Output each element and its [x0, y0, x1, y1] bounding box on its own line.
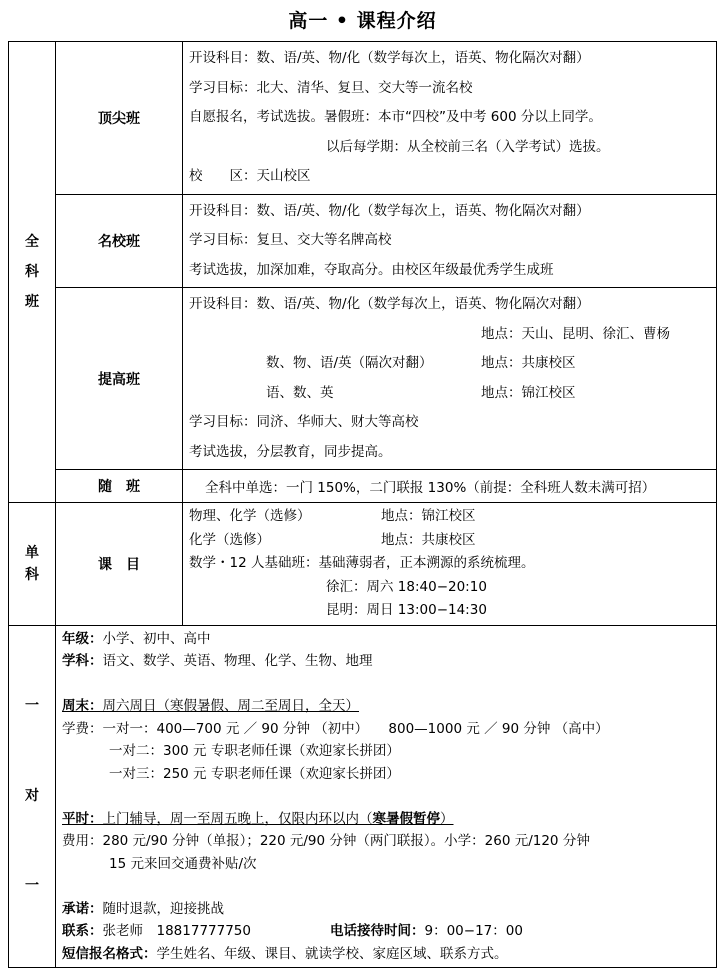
danke-content — [183, 503, 717, 626]
yiduiyi-label-text: 一 对 一 — [25, 698, 39, 894]
tigao-subjects: 开设科目：数、语/英、物/化（数学每次上，语英、物化隔次对翻） — [189, 296, 590, 312]
sms-val: 学生姓名、年级、课目、就读学校、家庭区域、联系方式。 — [156, 945, 508, 962]
mingxiao-line: 考试选拔，加深加难，夺取高分。由校区年级最优秀学生成班 — [189, 261, 554, 278]
tigao-row3 — [189, 379, 710, 409]
subject-line — [62, 650, 710, 673]
dingjian-line: 开设科目：数、语/英、物/化（数学每次上，语英、物化隔次对翻） — [189, 50, 590, 66]
tigao-method: 考试选拔，分层教育，同步提高。 — [189, 443, 392, 460]
hours-key: 电话接待时间： — [330, 923, 425, 939]
danke-l1a: 物理、化学（选修） — [189, 508, 311, 524]
contact-key: 联系： — [62, 923, 103, 939]
hours-val: 9：00−17：00 — [424, 923, 523, 939]
tigao-subj2: 数、物、语/英（隔次对翻） — [266, 355, 433, 371]
spacer — [62, 875, 710, 898]
page-title: 高一 • 课程介绍 — [288, 10, 437, 32]
dingjian-line: 校 区：天山校区 — [189, 168, 311, 184]
danke-l1b: 地点：锦江校区 — [381, 508, 476, 524]
tigao-loc3: 地点：锦江校区 — [481, 384, 576, 401]
grade-line — [62, 628, 710, 651]
quanke-label-text: 全 科 班 — [25, 234, 39, 310]
danke-subject-header: 课 目 — [56, 503, 183, 626]
danke-l4: 徐汇：周六 18:40−20:10 — [326, 578, 487, 595]
weekday-bold: 寒暑假暂停 — [372, 810, 440, 827]
tigao-loc1: 地点：天山、昆明、徐汇、曹杨 — [481, 325, 670, 342]
weekday-val: 上门辅导，周一至周五晚上，仅限内环以内（ — [102, 810, 373, 827]
grade-key: 年级： — [62, 630, 103, 647]
class-name-dingjian: 顶尖班 — [56, 42, 183, 195]
fee-line-4: 费用：280 元/90 分钟（单报）；220 元/90 分钟（两门联报）。小学：260 元/120 分钟 — [62, 833, 590, 849]
yiduiyi-content — [56, 625, 717, 968]
tigao-goal: 学习目标：同济、华师大、财大等高校 — [189, 414, 419, 430]
tigao-loc2: 地点：共康校区 — [481, 355, 576, 371]
contact-val: 张老师 18817777750 — [102, 923, 251, 939]
tigao-subj3: 语、数、英 — [266, 384, 334, 401]
class-name-tigao: 提高班 — [56, 288, 183, 470]
mingxiao-content — [183, 194, 717, 288]
weekend-val: 周六周日（寒假暑假、周二至周日，全天） — [102, 698, 359, 714]
yiduiyi-label — [9, 625, 56, 968]
dingjian-line: 自愿报名，考试选拔。暑假班：本市“四校”及中考 600 分以上同学。 — [189, 109, 602, 125]
class-name-suiban: 随 班 — [56, 470, 183, 503]
promise-val: 随时退款，迎接挑战 — [102, 900, 224, 917]
danke-row2 — [189, 529, 710, 553]
class-name-mingxiao: 名校班 — [56, 194, 183, 288]
fee-line-2: 一对二：300 元 专职老师任课（欢迎家长拼团） — [109, 743, 400, 759]
danke-l2b: 地点：共康校区 — [381, 531, 476, 548]
danke-l3: 数学・12 人基础班：基础薄弱者，正本溯源的系统梳理。 — [189, 555, 535, 571]
contact-line — [62, 920, 710, 943]
mingxiao-line: 学习目标：复旦、交大等名牌高校 — [189, 232, 392, 248]
grade-val: 小学、初中、高中 — [102, 630, 211, 647]
weekday-key: 平时： — [62, 810, 103, 827]
mingxiao-line: 开设科目：数、语/英、物/化（数学每次上，语英、物化隔次对翻） — [189, 202, 590, 219]
danke-l5: 昆明：周日 13:00−14:30 — [326, 602, 487, 618]
danke-row1 — [189, 505, 710, 529]
sms-key: 短信报名格式： — [62, 945, 157, 962]
tigao-content — [183, 288, 717, 470]
danke-label — [9, 503, 56, 626]
spacer — [62, 673, 710, 696]
danke-label-text: 单 科 — [25, 544, 39, 583]
promise-key: 承诺： — [62, 900, 103, 917]
weekday-end: ） — [440, 810, 454, 827]
dingjian-line: 以后每学期：从全校前三名（入学考试）选拔。 — [326, 138, 610, 155]
table-row — [9, 470, 717, 503]
dingjian-content — [183, 42, 717, 195]
table-row — [9, 288, 717, 470]
course-table — [8, 41, 717, 968]
fee-line-5: 15 元来回交通费补贴/次 — [109, 855, 257, 872]
table-row — [9, 42, 717, 195]
fee-line-3: 一对三：250 元 专职老师任课（欢迎家长拼团） — [109, 765, 400, 782]
weekday-line — [62, 808, 710, 831]
spacer — [62, 785, 710, 808]
table-row — [9, 503, 717, 626]
dingjian-line: 学习目标：北大、清华、复旦、交大等一流名校 — [189, 79, 473, 96]
weekend-line — [62, 695, 710, 718]
weekend-key: 周末： — [62, 698, 103, 714]
table-row — [9, 194, 717, 288]
table-row — [9, 625, 717, 968]
subject-key: 学科： — [62, 653, 103, 669]
subject-val: 语文、数学、英语、物理、化学、生物、地理 — [102, 653, 373, 669]
promise-line — [62, 898, 710, 921]
fee-line-1: 学费：一对一：400—700 元 ／ 90 分钟 （初中） 800—1000 元 ／ 90 分钟 （高中） — [62, 720, 609, 737]
tigao-row2 — [189, 349, 710, 379]
quanke-label — [9, 42, 56, 503]
danke-l2a: 化学（选修） — [189, 531, 270, 548]
sms-line — [62, 943, 710, 966]
suiban-text: 全科中单选：一门 150%，二门联报 130%（前提：全科班人数未满可招） — [183, 470, 717, 503]
